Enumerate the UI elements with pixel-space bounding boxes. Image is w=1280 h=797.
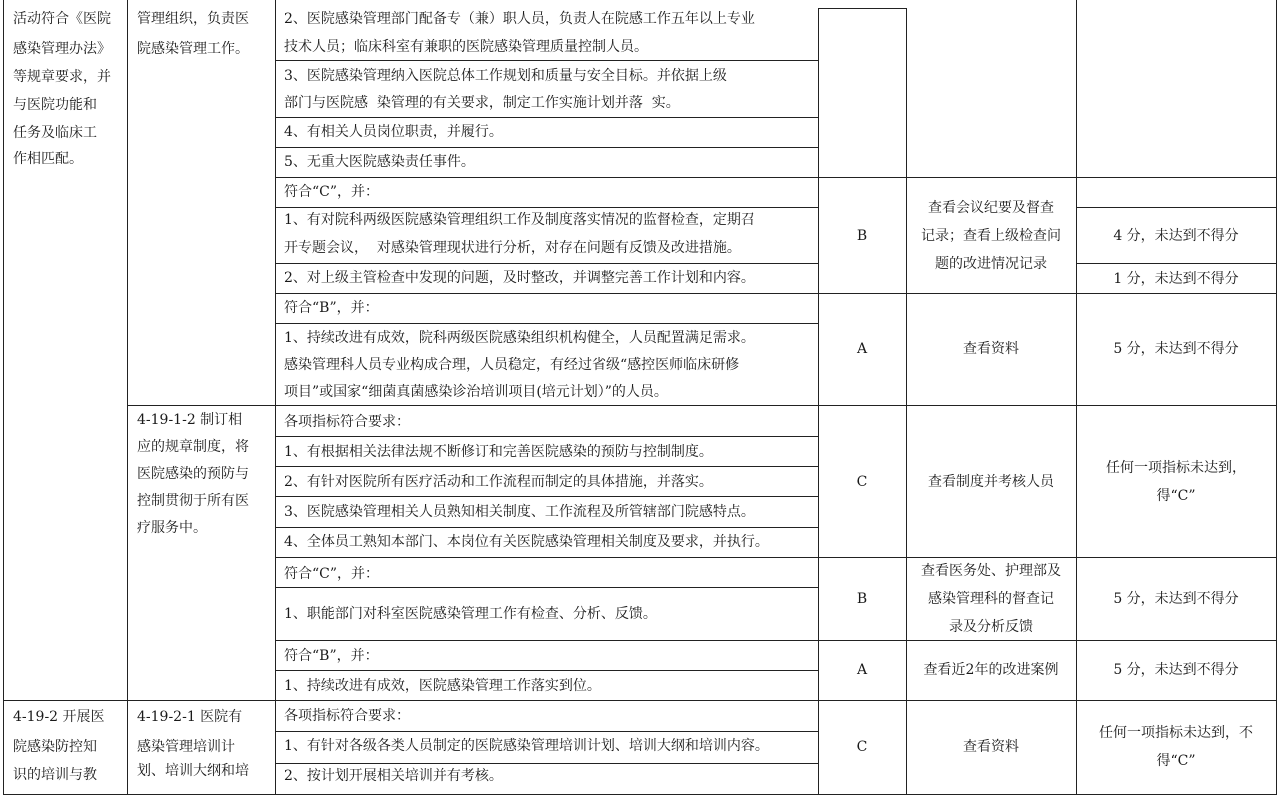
requirement-text: 4、有相关人员岗位职责，并履行。 <box>284 124 503 140</box>
requirement-text: 技术人员；临床科室有兼职的医院感染管理质量控制人员。 <box>284 39 648 55</box>
requirement-text: 3、医院感染管理相关人员熟知相关制度、工作流程及所管辖部门院感特点。 <box>284 504 755 520</box>
col1-text: 作相匹配。 <box>13 151 83 167</box>
grid-line <box>275 557 1276 558</box>
col2-text: 院感染管理工作。 <box>137 41 249 57</box>
col2-text: 划、培训大纲和培 <box>137 763 249 779</box>
requirement-text: 5、无重大医院感染责任事件。 <box>284 154 475 170</box>
col2-text: 管理组织，负责医 <box>137 11 249 27</box>
grid-line <box>275 293 1276 294</box>
grid-line <box>275 496 818 497</box>
grid-line <box>275 763 818 764</box>
grid-line <box>818 8 906 9</box>
col1-text: 与医院功能和 <box>13 97 97 113</box>
grid-line <box>1076 207 1276 208</box>
method-cell: 查看资料 <box>963 739 1019 755</box>
col1-text: 任务及临床工 <box>13 125 97 141</box>
grid-line <box>275 263 818 264</box>
grid-line <box>275 587 818 588</box>
grid-line <box>275 670 818 671</box>
requirement-text: 2、有针对医院所有医疗活动和工作流程而制定的具体措施，并落实。 <box>284 474 713 490</box>
requirement-text: 2、医院感染管理部门配备专（兼）职人员，负责人在院感工作五年以上专业 <box>284 11 755 27</box>
grid-line <box>1076 263 1276 264</box>
requirement-text: 符合“C”，并： <box>284 184 380 200</box>
col2-text: 控制贯彻于所有医 <box>137 493 249 509</box>
grid-line <box>275 147 818 148</box>
requirement-text: 符合“C”，并： <box>284 566 380 582</box>
grid-line <box>275 466 818 467</box>
grid-line <box>127 0 128 795</box>
col2-text: 感染管理培训计 <box>137 739 235 755</box>
requirement-text: 项目”或国家“细菌真菌感染诊治培训项目(培元计划）”的人员。 <box>284 384 668 400</box>
grade-cell: B <box>856 227 868 244</box>
requirement-text: 感染管理科人员专业构成合理，人员稳定，有经过省级“感控医师临床研修 <box>284 357 740 373</box>
grid-line <box>275 117 818 118</box>
grid-line <box>1276 0 1277 795</box>
col1-text: 院感染防控知 <box>13 739 97 755</box>
requirement-text: 1、有根据相关法律法规不断修订和完善医院感染的预防与控制制度。 <box>284 444 713 460</box>
method-cell: 查看医务处、护理部及 感染管理科的督查记 录及分析反馈 <box>921 563 1061 635</box>
method-cell: 查看会议纪要及督查 记录；查看上级检查问 题的改进情况记录 <box>921 199 1061 272</box>
grid-line <box>818 8 819 795</box>
requirement-text: 部门与医院感 染管理的有关要求，制定工作实施计划并落 实。 <box>284 95 680 111</box>
grid-line <box>3 700 1277 701</box>
method-cell: 查看近2年的改进案例 <box>923 662 1059 678</box>
col2-text: 医院感染的预防与 <box>137 466 249 482</box>
method-cell: 查看制度并考核人员 <box>928 473 1054 490</box>
requirement-text: 2、对上级主管检查中发现的问题，及时整改，并调整完善工作计划和内容。 <box>284 270 755 286</box>
requirement-text: 2、按计划开展相关培训并有考核。 <box>284 768 503 784</box>
requirement-text: 1、持续改进有成效，医院感染管理工作落实到位。 <box>284 678 601 694</box>
col2-text: 应的规章制度，将 <box>137 439 249 455</box>
score-cell: 1 分，未达到不得分 <box>1113 270 1239 287</box>
grade-cell: A <box>856 662 868 678</box>
grade-cell: C <box>856 473 868 490</box>
requirement-text: 4、全体员工熟知本部门、本岗位有关医院感染管理相关制度及要求，并执行。 <box>284 534 769 550</box>
grade-cell: B <box>856 591 868 607</box>
requirement-text: 开专题会议， 对感染管理现状进行分析，对存在问题有反馈及改进措施。 <box>284 240 741 256</box>
col2-text: 疗服务中。 <box>137 520 207 536</box>
col1-text: 感染管理办法》 <box>13 41 111 57</box>
col2-text: 4-19-2-1 医院有 <box>137 709 243 725</box>
score-cell: 5 分，未达到不得分 <box>1113 662 1239 678</box>
grade-cell: A <box>856 341 868 357</box>
grid-line <box>3 794 1277 795</box>
score-cell: 4 分，未达到不得分 <box>1113 228 1239 244</box>
grid-line <box>275 177 1276 178</box>
grid-line <box>275 207 818 208</box>
col1-text: 4-19-2 开展医 <box>13 709 105 725</box>
score-cell: 任何一项指标未达到，不 得“C” <box>1099 725 1253 769</box>
col1-text: 识的培训与教 <box>13 767 97 783</box>
col1-text: 活动符合《医院 <box>13 11 111 27</box>
grid-line <box>275 640 1276 641</box>
grid-line <box>275 527 818 528</box>
grid-line <box>275 60 818 61</box>
requirement-text: 符合“B”，并： <box>284 300 379 316</box>
col1-text: 等规章要求，并 <box>13 69 111 85</box>
requirement-text: 符合“B”，并： <box>284 648 379 664</box>
grid-line <box>906 8 907 795</box>
score-cell: 任何一项指标未达到， 得“C” <box>1106 459 1246 504</box>
grid-line <box>275 323 818 324</box>
score-cell: 5 分，未达到不得分 <box>1113 341 1239 357</box>
method-cell: 查看资料 <box>963 341 1019 357</box>
grid-line <box>275 436 818 437</box>
grid-line <box>3 0 4 795</box>
requirement-text: 各项指标符合要求： <box>284 708 410 724</box>
requirement-text: 1、有针对各级各类人员制定的医院感染管理培训计划、培训大纲和培训内容。 <box>284 738 769 754</box>
score-cell: 5 分，未达到不得分 <box>1113 591 1239 607</box>
grid-line <box>275 0 276 795</box>
requirement-text: 1、职能部门对科室医院感染管理工作有检查、分析、反馈。 <box>284 606 657 622</box>
requirement-text: 1、持续改进有成效，院科两级医院感染组织机构健全，人员配置满足需求。 <box>284 330 755 346</box>
grid-line <box>275 731 818 732</box>
requirement-text: 1、有对院科两级医院感染管理组织工作及制度落实情况的监督检查，定期召 <box>284 212 755 228</box>
grid-line <box>1076 0 1077 795</box>
requirement-text: 3、医院感染管理纳入医院总体工作规划和质量与安全目标。并依据上级 <box>284 68 727 84</box>
col2-text: 4-19-1-2 制订相 <box>137 412 243 428</box>
grade-cell: C <box>856 739 868 755</box>
requirement-text: 各项指标符合要求： <box>284 414 410 430</box>
grid-line <box>127 405 1276 406</box>
